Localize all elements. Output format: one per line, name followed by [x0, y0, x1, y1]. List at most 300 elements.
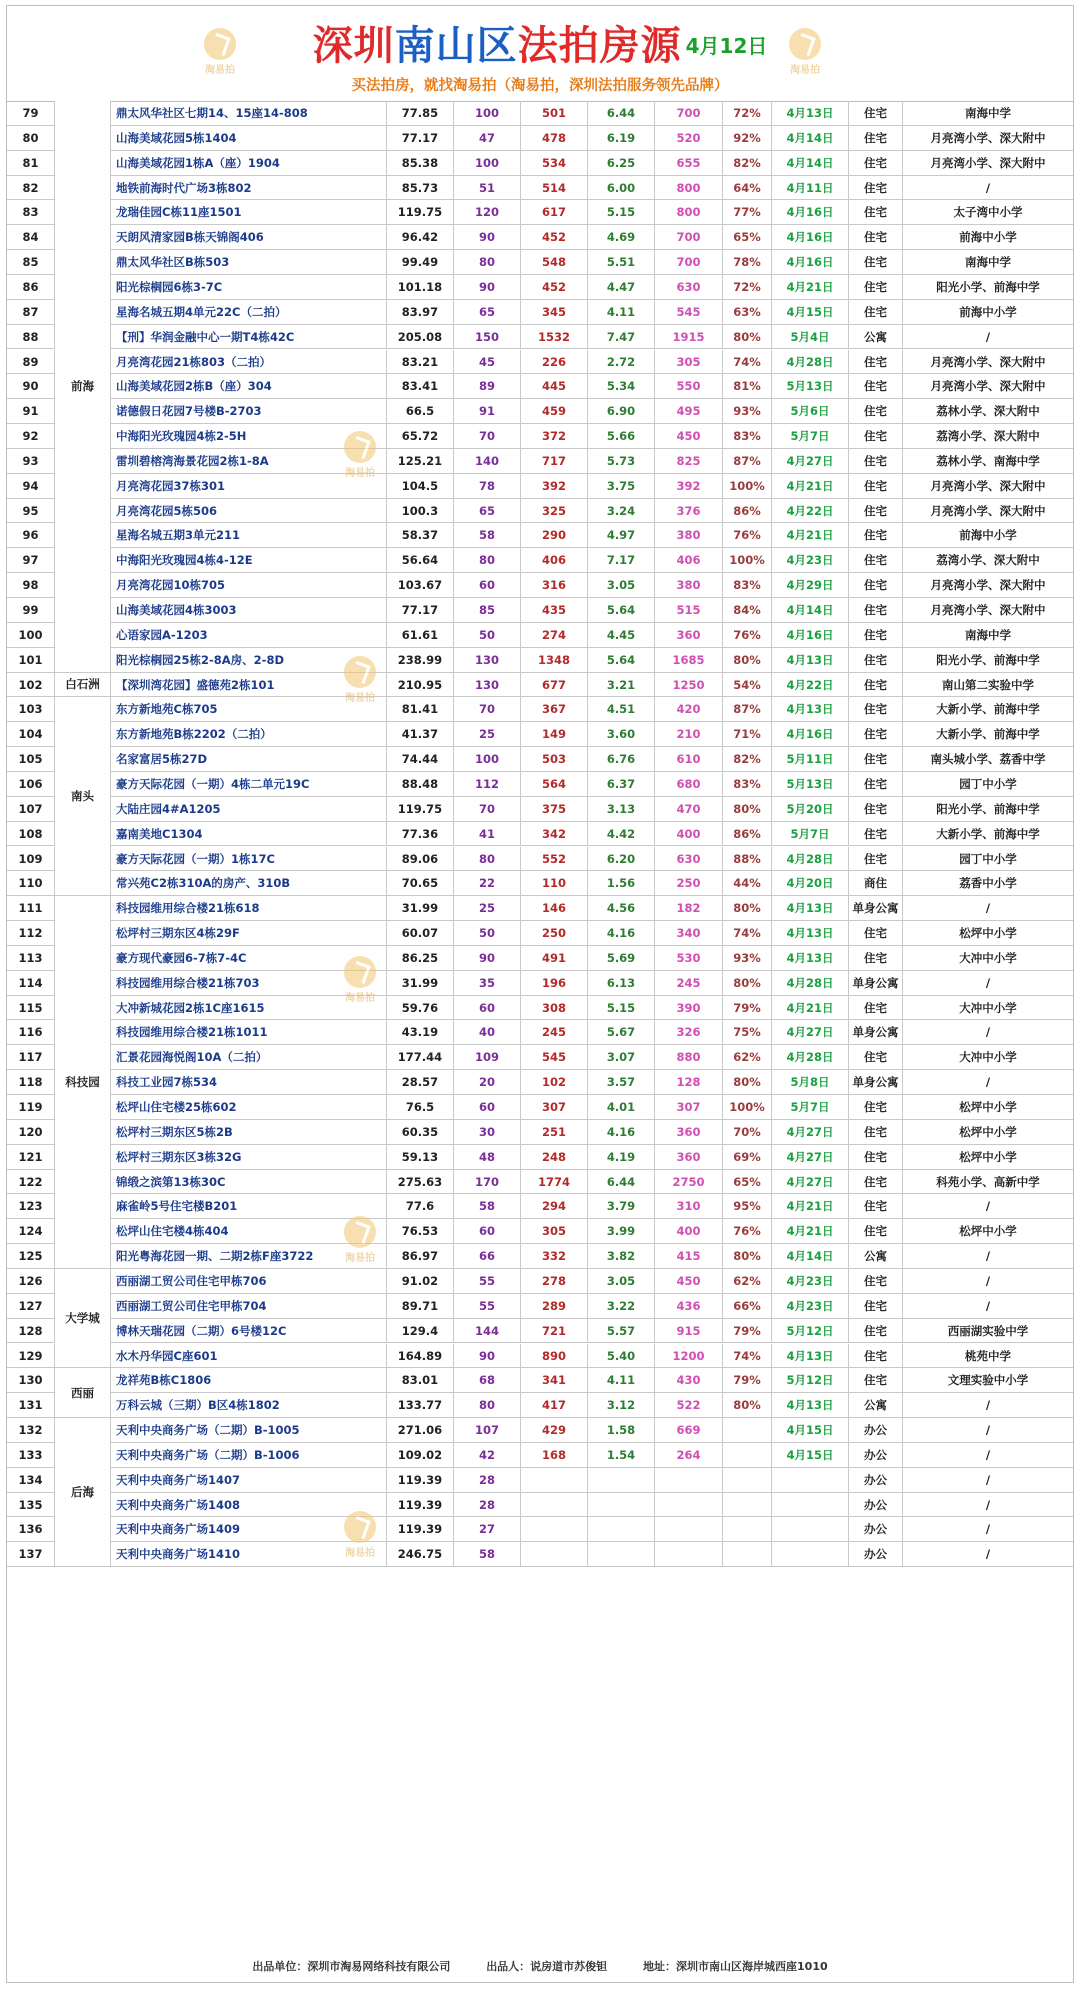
- starting-price-cell: 68: [454, 1368, 521, 1393]
- discount-rate-cell: 83%: [723, 772, 772, 797]
- starting-price-cell: 65: [454, 499, 521, 524]
- deposit-cell: [521, 1517, 588, 1542]
- property-type-cell: 商住: [849, 871, 903, 896]
- property-type-cell: 住宅: [849, 847, 903, 872]
- discount-rate-cell: 100%: [723, 474, 772, 499]
- auction-date-cell: 4月13日: [772, 648, 849, 673]
- property-name-cell: 【刑】华润金融中心一期T4栋42C: [111, 325, 387, 350]
- starting-price-cell: 130: [454, 673, 521, 698]
- page-title: [7, 14, 1073, 71]
- property-type-cell: 住宅: [849, 996, 903, 1021]
- school-district-cell: 科苑小学、高新中学: [903, 1170, 1073, 1195]
- starting-price-cell: 58: [454, 1542, 521, 1567]
- unit-price-cell: 7.47: [588, 325, 655, 350]
- deposit-cell: 251: [521, 1120, 588, 1145]
- market-price-cell: 520: [655, 126, 723, 151]
- row-number-cell: 96: [7, 523, 55, 548]
- school-district-cell: /: [903, 1542, 1073, 1567]
- discount-rate-cell: 93%: [723, 399, 772, 424]
- market-price-cell: 210: [655, 722, 723, 747]
- school-district-cell: 荔香中小学: [903, 871, 1073, 896]
- row-number-cell: 133: [7, 1443, 55, 1468]
- property-type-cell: 住宅: [849, 350, 903, 375]
- auction-date-cell: 4月27日: [772, 1170, 849, 1195]
- table-row: [7, 499, 1073, 524]
- property-name-cell: 山海美域花园5栋1404: [111, 126, 387, 151]
- row-number-cell: 85: [7, 250, 55, 275]
- school-district-cell: 文理实验中小学: [903, 1368, 1073, 1393]
- table-row: [7, 250, 1073, 275]
- table-row: [7, 1393, 1073, 1418]
- property-name-cell: 科技园维用综合楼21栋618: [111, 896, 387, 921]
- school-district-cell: /: [903, 325, 1073, 350]
- deposit-cell: 367: [521, 697, 588, 722]
- row-number-cell: 80: [7, 126, 55, 151]
- school-district-cell: 大冲中小学: [903, 946, 1073, 971]
- discount-rate-cell: 65%: [723, 225, 772, 250]
- discount-rate-cell: 76%: [723, 623, 772, 648]
- market-price-cell: 800: [655, 176, 723, 201]
- row-number-cell: 104: [7, 722, 55, 747]
- property-type-cell: 住宅: [849, 200, 903, 225]
- district-cell: 白石洲: [55, 673, 111, 698]
- starting-price-cell: 66: [454, 1244, 521, 1269]
- area-sqm-cell: 104.5: [387, 474, 454, 499]
- market-price-cell: [655, 1542, 723, 1567]
- auction-date-cell: 4月21日: [772, 1194, 849, 1219]
- brand-watermark-logo: 淘易拍: [337, 1511, 383, 1561]
- school-district-cell: /: [903, 1468, 1073, 1493]
- market-price-cell: 700: [655, 225, 723, 250]
- table-row: [7, 1493, 1073, 1518]
- market-price-cell: 307: [655, 1095, 723, 1120]
- starting-price-cell: 70: [454, 697, 521, 722]
- starting-price-cell: 50: [454, 921, 521, 946]
- unit-price-cell: 6.19: [588, 126, 655, 151]
- unit-price-cell: 6.90: [588, 399, 655, 424]
- table-row: [7, 350, 1073, 375]
- starting-price-cell: 80: [454, 548, 521, 573]
- discount-rate-cell: 83%: [723, 573, 772, 598]
- area-sqm-cell: 129.4: [387, 1319, 454, 1344]
- area-sqm-cell: 60.35: [387, 1120, 454, 1145]
- table-row: [7, 1070, 1073, 1095]
- starting-price-cell: 70: [454, 424, 521, 449]
- property-type-cell: 办公: [849, 1517, 903, 1542]
- row-number-cell: 98: [7, 573, 55, 598]
- auction-date-cell: 5月7日: [772, 424, 849, 449]
- school-district-cell: /: [903, 1418, 1073, 1443]
- property-type-cell: 住宅: [849, 474, 903, 499]
- row-number-cell: 103: [7, 697, 55, 722]
- footer-producer: 出品单位：深圳市淘易网络科技有限公司: [252, 1960, 451, 1973]
- market-price-cell: 1915: [655, 325, 723, 350]
- auction-date-cell: 5月8日: [772, 1070, 849, 1095]
- deposit-cell: 307: [521, 1095, 588, 1120]
- school-district-cell: 南海中学: [903, 101, 1073, 126]
- school-district-cell: 月亮湾小学、深大附中: [903, 350, 1073, 375]
- unit-price-cell: [588, 1542, 655, 1567]
- row-number-cell: 116: [7, 1020, 55, 1045]
- deposit-cell: 1348: [521, 648, 588, 673]
- auction-date-cell: 5月7日: [772, 1095, 849, 1120]
- row-number-cell: 107: [7, 797, 55, 822]
- auction-date-cell: 4月29日: [772, 573, 849, 598]
- school-district-cell: 荔湾小学、深大附中: [903, 548, 1073, 573]
- market-price-cell: 669: [655, 1418, 723, 1443]
- property-name-cell: 阳光粤海花园一期、二期2栋F座3722: [111, 1244, 387, 1269]
- market-price-cell: 250: [655, 871, 723, 896]
- starting-price-cell: 80: [454, 250, 521, 275]
- area-sqm-cell: 83.97: [387, 300, 454, 325]
- table-row: [7, 747, 1073, 772]
- market-price-cell: 1685: [655, 648, 723, 673]
- table-row: [7, 921, 1073, 946]
- school-district-cell: /: [903, 896, 1073, 921]
- property-name-cell: 鼎太风华社区七期14、15座14-808: [111, 101, 387, 126]
- property-type-cell: 公寓: [849, 1393, 903, 1418]
- deposit-cell: 452: [521, 225, 588, 250]
- school-district-cell: /: [903, 1194, 1073, 1219]
- property-type-cell: 住宅: [849, 548, 903, 573]
- market-price-cell: 415: [655, 1244, 723, 1269]
- market-price-cell: 360: [655, 1145, 723, 1170]
- market-price-cell: 310: [655, 1194, 723, 1219]
- property-type-cell: 住宅: [849, 822, 903, 847]
- market-price-cell: 630: [655, 847, 723, 872]
- market-price-cell: 450: [655, 1269, 723, 1294]
- auction-date-cell: 4月23日: [772, 1269, 849, 1294]
- property-type-cell: 住宅: [849, 648, 903, 673]
- table-row: [7, 548, 1073, 573]
- starting-price-cell: 100: [454, 101, 521, 126]
- table-row: [7, 1170, 1073, 1195]
- row-number-cell: 97: [7, 548, 55, 573]
- auction-date-cell: 4月21日: [772, 275, 849, 300]
- school-district-cell: 大新小学、前海中学: [903, 697, 1073, 722]
- auction-date-cell: 4月22日: [772, 673, 849, 698]
- area-sqm-cell: 81.41: [387, 697, 454, 722]
- property-name-cell: 大陆庄园4#A1205: [111, 797, 387, 822]
- table-row: [7, 1020, 1073, 1045]
- area-sqm-cell: 60.07: [387, 921, 454, 946]
- property-name-cell: 名家富居5栋27D: [111, 747, 387, 772]
- table-row: [7, 1517, 1073, 1542]
- area-sqm-cell: 31.99: [387, 896, 454, 921]
- row-number-cell: 122: [7, 1170, 55, 1195]
- discount-rate-cell: 65%: [723, 1170, 772, 1195]
- table-row: [7, 1244, 1073, 1269]
- market-price-cell: 264: [655, 1443, 723, 1468]
- unit-price-cell: 3.12: [588, 1393, 655, 1418]
- property-name-cell: 科技园维用综合楼21栋703: [111, 971, 387, 996]
- title-part: 深圳: [312, 23, 395, 69]
- school-district-cell: /: [903, 1269, 1073, 1294]
- school-district-cell: 月亮湾小学、深大附中: [903, 573, 1073, 598]
- auction-date-cell: 4月28日: [772, 1045, 849, 1070]
- starting-price-cell: 28: [454, 1493, 521, 1518]
- market-price-cell: [655, 1517, 723, 1542]
- property-type-cell: 住宅: [849, 747, 903, 772]
- row-number-cell: 93: [7, 449, 55, 474]
- property-type-cell: 住宅: [849, 921, 903, 946]
- property-type-cell: 住宅: [849, 946, 903, 971]
- table-row: [7, 1542, 1073, 1567]
- discount-rate-cell: 83%: [723, 424, 772, 449]
- auction-date-cell: 4月13日: [772, 946, 849, 971]
- market-price-cell: 128: [655, 1070, 723, 1095]
- discount-rate-cell: 86%: [723, 822, 772, 847]
- discount-rate-cell: 88%: [723, 847, 772, 872]
- starting-price-cell: 80: [454, 1393, 521, 1418]
- auction-date-cell: 4月16日: [772, 225, 849, 250]
- starting-price-cell: 41: [454, 822, 521, 847]
- row-number-cell: 125: [7, 1244, 55, 1269]
- school-district-cell: 月亮湾小学、深大附中: [903, 374, 1073, 399]
- auction-date-cell: 4月14日: [772, 598, 849, 623]
- property-name-cell: 中海阳光玫瑰园4栋4-12E: [111, 548, 387, 573]
- market-price-cell: 450: [655, 424, 723, 449]
- deposit-cell: 341: [521, 1368, 588, 1393]
- unit-price-cell: 5.69: [588, 946, 655, 971]
- property-type-cell: 办公: [849, 1443, 903, 1468]
- title-part: 法拍房源: [517, 23, 682, 69]
- market-price-cell: 515: [655, 598, 723, 623]
- starting-price-cell: 47: [454, 126, 521, 151]
- unit-price-cell: 3.13: [588, 797, 655, 822]
- property-name-cell: 天利中央商务广场1407: [111, 1468, 387, 1493]
- deposit-cell: 196: [521, 971, 588, 996]
- property-name-cell: 天利中央商务广场1409: [111, 1517, 387, 1542]
- market-price-cell: 545: [655, 300, 723, 325]
- unit-price-cell: 3.99: [588, 1219, 655, 1244]
- discount-rate-cell: 74%: [723, 921, 772, 946]
- school-district-cell: /: [903, 1244, 1073, 1269]
- deposit-cell: 332: [521, 1244, 588, 1269]
- discount-rate-cell: [723, 1542, 772, 1567]
- unit-price-cell: [588, 1493, 655, 1518]
- row-number-cell: 79: [7, 101, 55, 126]
- unit-price-cell: 1.56: [588, 871, 655, 896]
- market-price-cell: 380: [655, 523, 723, 548]
- row-number-cell: 127: [7, 1294, 55, 1319]
- deposit-cell: 168: [521, 1443, 588, 1468]
- discount-rate-cell: 80%: [723, 896, 772, 921]
- unit-price-cell: 6.37: [588, 772, 655, 797]
- unit-price-cell: 4.51: [588, 697, 655, 722]
- starting-price-cell: 130: [454, 648, 521, 673]
- starting-price-cell: 107: [454, 1418, 521, 1443]
- page-subtitle: 买法拍房，就找淘易拍（淘易拍，深圳法拍服务领先品牌）: [351, 78, 729, 94]
- table-row: [7, 126, 1073, 151]
- unit-price-cell: 4.69: [588, 225, 655, 250]
- table-row: [7, 449, 1073, 474]
- deposit-cell: 501: [521, 101, 588, 126]
- table-row: [7, 772, 1073, 797]
- school-district-cell: 松坪中小学: [903, 1219, 1073, 1244]
- row-number-cell: 100: [7, 623, 55, 648]
- auction-date-cell: 4月27日: [772, 1120, 849, 1145]
- property-type-cell: 住宅: [849, 399, 903, 424]
- discount-rate-cell: 77%: [723, 200, 772, 225]
- property-name-cell: 天利中央商务广场（二期）B-1006: [111, 1443, 387, 1468]
- title-date: 4月12日: [685, 34, 768, 58]
- school-district-cell: 阳光小学、前海中学: [903, 648, 1073, 673]
- table-row: [7, 1219, 1073, 1244]
- school-district-cell: 大新小学、前海中学: [903, 722, 1073, 747]
- starting-price-cell: 140: [454, 449, 521, 474]
- deposit-cell: 717: [521, 449, 588, 474]
- school-district-cell: 月亮湾小学、深大附中: [903, 126, 1073, 151]
- area-sqm-cell: 65.72: [387, 424, 454, 449]
- row-number-cell: 102: [7, 673, 55, 698]
- discount-rate-cell: 80%: [723, 971, 772, 996]
- starting-price-cell: 89: [454, 374, 521, 399]
- property-name-cell: 东方新地苑C栋705: [111, 697, 387, 722]
- deposit-cell: 617: [521, 200, 588, 225]
- starting-price-cell: 42: [454, 1443, 521, 1468]
- table-row: [7, 822, 1073, 847]
- area-sqm-cell: 119.75: [387, 797, 454, 822]
- starting-price-cell: 51: [454, 176, 521, 201]
- area-sqm-cell: 70.65: [387, 871, 454, 896]
- area-sqm-cell: 133.77: [387, 1393, 454, 1418]
- unit-price-cell: 4.97: [588, 523, 655, 548]
- deposit-cell: 564: [521, 772, 588, 797]
- property-name-cell: 阳光棕榈园25栋2-8A房、2-8D: [111, 648, 387, 673]
- table-row: [7, 673, 1073, 698]
- area-sqm-cell: 271.06: [387, 1418, 454, 1443]
- deposit-cell: 503: [521, 747, 588, 772]
- row-number-cell: 134: [7, 1468, 55, 1493]
- deposit-cell: 289: [521, 1294, 588, 1319]
- market-price-cell: 400: [655, 1219, 723, 1244]
- table-row: [7, 573, 1073, 598]
- property-name-cell: 豪方天际花园（一期）1栋17C: [111, 847, 387, 872]
- property-name-cell: 星海名城五期4单元22C（二拍）: [111, 300, 387, 325]
- header: [7, 6, 1073, 102]
- school-district-cell: 大冲中小学: [903, 996, 1073, 1021]
- row-number-cell: 95: [7, 499, 55, 524]
- auction-date-cell: 5月13日: [772, 374, 849, 399]
- unit-price-cell: 5.67: [588, 1020, 655, 1045]
- school-district-cell: 南头城小学、荔香中学: [903, 747, 1073, 772]
- row-number-cell: 83: [7, 200, 55, 225]
- row-number-cell: 108: [7, 822, 55, 847]
- auction-date-cell: 5月7日: [772, 822, 849, 847]
- market-price-cell: 390: [655, 996, 723, 1021]
- auction-date-cell: 4月13日: [772, 101, 849, 126]
- property-type-cell: 办公: [849, 1418, 903, 1443]
- property-type-cell: 住宅: [849, 101, 903, 126]
- school-district-cell: 南海中学: [903, 623, 1073, 648]
- auction-date-cell: 4月14日: [772, 126, 849, 151]
- property-name-cell: 月亮湾花园37栋301: [111, 474, 387, 499]
- row-number-cell: 84: [7, 225, 55, 250]
- area-sqm-cell: 177.44: [387, 1045, 454, 1070]
- unit-price-cell: 5.73: [588, 449, 655, 474]
- row-number-cell: 106: [7, 772, 55, 797]
- auction-date-cell: 4月28日: [772, 350, 849, 375]
- table-row: [7, 648, 1073, 673]
- row-number-cell: 101: [7, 648, 55, 673]
- area-sqm-cell: 83.21: [387, 350, 454, 375]
- row-number-cell: 121: [7, 1145, 55, 1170]
- unit-price-cell: 4.11: [588, 300, 655, 325]
- auction-date-cell: 4月11日: [772, 176, 849, 201]
- table-row: [7, 300, 1073, 325]
- table-row: [7, 424, 1073, 449]
- district-cell: 前海: [55, 101, 111, 673]
- starting-price-cell: 90: [454, 946, 521, 971]
- deposit-cell: 491: [521, 946, 588, 971]
- discount-rate-cell: 72%: [723, 101, 772, 126]
- school-district-cell: /: [903, 176, 1073, 201]
- row-number-cell: 94: [7, 474, 55, 499]
- table-row: [7, 101, 1073, 126]
- property-name-cell: 万科云城（三期）B区4栋1802: [111, 1393, 387, 1418]
- unit-price-cell: 5.34: [588, 374, 655, 399]
- area-sqm-cell: 43.19: [387, 1020, 454, 1045]
- brand-watermark-logo: 淘易拍: [337, 656, 383, 706]
- school-district-cell: 园丁中小学: [903, 772, 1073, 797]
- area-sqm-cell: 66.5: [387, 399, 454, 424]
- area-sqm-cell: 31.99: [387, 971, 454, 996]
- starting-price-cell: 58: [454, 1194, 521, 1219]
- auction-date-cell: 4月28日: [772, 847, 849, 872]
- row-number-cell: 113: [7, 946, 55, 971]
- property-name-cell: 【深圳湾花园】盛德苑2栋101: [111, 673, 387, 698]
- area-sqm-cell: 96.42: [387, 225, 454, 250]
- unit-price-cell: 4.11: [588, 1368, 655, 1393]
- brand-watermark-logo: 淘易拍: [197, 28, 243, 78]
- property-name-cell: 嘉南美地C1304: [111, 822, 387, 847]
- discount-rate-cell: 95%: [723, 1194, 772, 1219]
- school-district-cell: 桃苑中学: [903, 1344, 1073, 1369]
- deposit-cell: 452: [521, 275, 588, 300]
- property-type-cell: 住宅: [849, 697, 903, 722]
- table-row: [7, 1418, 1073, 1443]
- starting-price-cell: 60: [454, 573, 521, 598]
- discount-rate-cell: 74%: [723, 350, 772, 375]
- area-sqm-cell: 88.48: [387, 772, 454, 797]
- discount-rate-cell: [723, 1443, 772, 1468]
- row-number-cell: 90: [7, 374, 55, 399]
- row-number-cell: 120: [7, 1120, 55, 1145]
- auction-date-cell: 4月14日: [772, 1244, 849, 1269]
- discount-rate-cell: 79%: [723, 1368, 772, 1393]
- area-sqm-cell: 119.39: [387, 1468, 454, 1493]
- starting-price-cell: 170: [454, 1170, 521, 1195]
- unit-price-cell: 6.20: [588, 847, 655, 872]
- auction-date-cell: [772, 1517, 849, 1542]
- discount-rate-cell: 100%: [723, 548, 772, 573]
- discount-rate-cell: 82%: [723, 747, 772, 772]
- unit-price-cell: 5.64: [588, 598, 655, 623]
- market-price-cell: 2750: [655, 1170, 723, 1195]
- area-sqm-cell: 275.63: [387, 1170, 454, 1195]
- property-name-cell: 星海名城五期3单元211: [111, 523, 387, 548]
- area-sqm-cell: 109.02: [387, 1443, 454, 1468]
- discount-rate-cell: 92%: [723, 126, 772, 151]
- property-type-cell: 住宅: [849, 1219, 903, 1244]
- property-name-cell: 东方新地苑B栋2202（二拍）: [111, 722, 387, 747]
- unit-price-cell: 4.47: [588, 275, 655, 300]
- auction-date-cell: 5月4日: [772, 325, 849, 350]
- discount-rate-cell: 79%: [723, 1319, 772, 1344]
- unit-price-cell: 3.05: [588, 573, 655, 598]
- row-number-cell: 132: [7, 1418, 55, 1443]
